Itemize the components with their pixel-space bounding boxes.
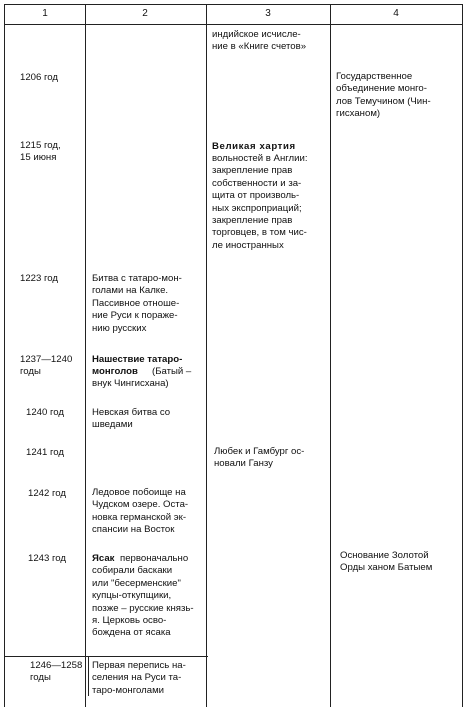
row4-year: 1237—1240 годы <box>20 354 73 378</box>
row0-col3: индийское исчисле- ние в «Книге счетов» <box>212 29 307 53</box>
row8-col2-title: Ясак <box>92 553 115 564</box>
row6-year: 1241 год <box>26 447 65 458</box>
row1-year: 1206 год <box>20 72 59 83</box>
row4-col2-title: Нашествие татаро- монголов <box>92 354 183 378</box>
table-border-top <box>4 4 463 5</box>
row5-year: 1240 год <box>26 407 65 418</box>
row3-col2: Битва с татаро-мон- голами на Калке. Пассивное отноше- ние Руси к пораже- нию русских <box>92 273 182 334</box>
row8-col4: Основание Золотой Орды ханом Батыем <box>340 550 433 574</box>
row9-col2: Первая перепись на- селения на Руси та- таро-монголами <box>92 660 186 696</box>
row6-col3: Любек и Гамбург ос- новали Ганзу <box>214 446 305 470</box>
row3-year: 1223 год <box>20 273 59 284</box>
header-divider <box>4 24 463 25</box>
row9-year: 1246—1258 годы <box>30 660 83 684</box>
table-border-left <box>4 4 5 707</box>
row4-col2: (Батый – внук Чингисхана) <box>92 366 192 390</box>
row8-col2: первоначально собирали баскаки или "бесерменские" купцы-откупщики, позже – русские князь- я. Церковь осво- бождена от ясака <box>92 553 194 639</box>
row2-year: 1215 год, 15 июня <box>20 140 61 164</box>
row9-year-divider <box>88 656 89 696</box>
row2-col3-title: Великая хартия <box>212 141 296 152</box>
row1-col4: Государственное объединение монго- лов Темучином (Чин- гисханом) <box>336 71 431 120</box>
row7-year: 1242 год <box>28 488 67 499</box>
column-divider-3 <box>330 4 331 707</box>
row9-divider <box>4 656 208 657</box>
row5-col2: Невская битва со шведами <box>92 407 171 431</box>
header-col-2: 2 <box>142 8 148 19</box>
row7-col2: Ледовое побоище на Чудском озере. Оста- новка германской эк- спансии на Восток <box>92 487 189 536</box>
row2-col3: вольностей в Англии: закрепление прав собственности и за- щита от произволь- ных экспроприаций; закрепление прав торговцев, в том чис- ле иностранных <box>212 153 308 251</box>
header-col-4: 4 <box>393 8 399 19</box>
row8-year: 1243 год <box>28 553 67 564</box>
table-border-right <box>462 4 463 707</box>
header-col-3: 3 <box>265 8 271 19</box>
header-col-1: 1 <box>42 8 48 19</box>
